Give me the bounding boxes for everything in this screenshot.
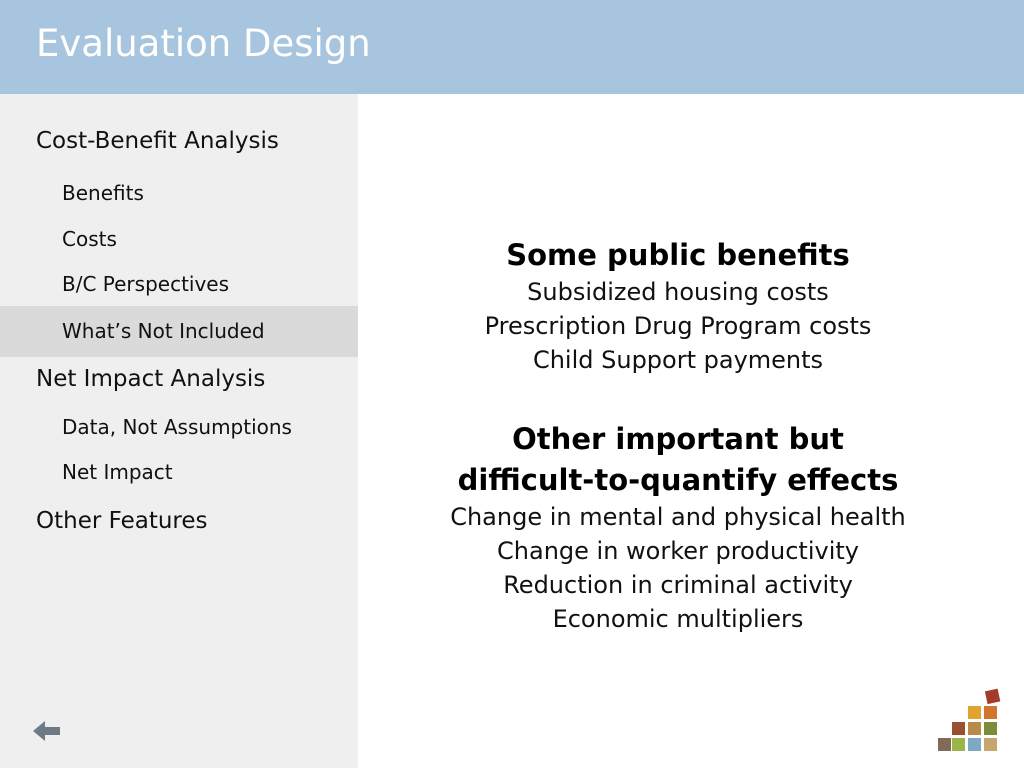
sidebar-item-benefits[interactable]: Benefits: [62, 181, 144, 205]
other-effect-item: Change in worker productivity: [497, 537, 859, 565]
public-benefits-heading: Some public benefits: [506, 238, 850, 272]
other-effect-item: Change in mental and physical health: [450, 503, 906, 531]
sidebar-item-cost-benefit-analysis[interactable]: Cost-Benefit Analysis: [36, 128, 279, 154]
sidebar-item-costs[interactable]: Costs: [62, 227, 117, 251]
back-arrow-icon[interactable]: [33, 718, 63, 744]
header-bar: [0, 0, 1024, 94]
other-effect-item: Economic multipliers: [552, 605, 804, 633]
main-content: [358, 94, 1024, 768]
sidebar-item-whats-not-included[interactable]: What’s Not Included: [0, 306, 358, 357]
sidebar-item-data-not-assumptions[interactable]: Data, Not Assumptions: [62, 415, 292, 439]
other-effects-heading-line1: Other important but: [512, 422, 844, 456]
other-effect-item: Reduction in criminal activity: [503, 571, 853, 599]
sidebar-item-bc-perspectives[interactable]: B/C Perspectives: [62, 272, 230, 296]
sidebar-item-net-impact[interactable]: Net Impact: [62, 460, 173, 484]
sidebar-item-net-impact-analysis[interactable]: Net Impact Analysis: [36, 366, 266, 392]
other-effects-heading-line2: difficult-to-quantify effects: [457, 463, 899, 497]
public-benefit-item: Subsidized housing costs: [527, 278, 829, 306]
sidebar-item-other-features[interactable]: Other Features: [36, 508, 208, 534]
page-title: Evaluation Design: [36, 22, 371, 65]
brand-logo: [936, 688, 1002, 752]
public-benefit-item: Prescription Drug Program costs: [484, 312, 872, 340]
public-benefit-item: Child Support payments: [532, 346, 824, 374]
